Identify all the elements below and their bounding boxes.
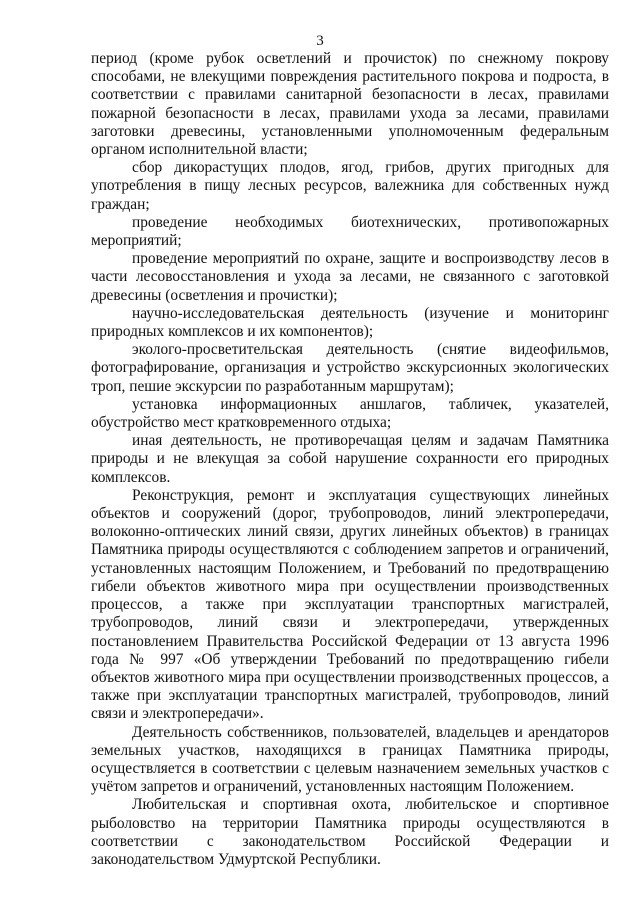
paragraph-1: период (кроме рубок осветлений и прочисток) по снежному покрову способами, не влекущими повреждения растительного покрова и подроста, в соответствии с правилами санитарной безопасности в лесах, правилами пожарной безопасности в лесах, правилами ухода за лесами, правилами заготовки древесины, установленными уполномоченным федеральным органом исполнительной власти; — [91, 50, 609, 159]
paragraph-8: иная деятельность, не противоречащая целям и задачам Памятника природы и не влекущая за собой нарушение сохранности его природных комплексов. — [91, 432, 609, 486]
document-body — [91, 50, 609, 869]
paragraph-9: Реконструкция, ремонт и эксплуатация существующих линейных объектов и сооружений (дорог, трубопроводов, линий электропередачи, волоконно-оптических линий связи, других линейных объектов) в границах Памятника природы осуществляются с соблюдением запретов и ограничений, установленных настоящим Положением, и Требований по предотвращению гибели объектов животного мира при осуществлении производственных процессов, а также при эксплуатации транспортных магистралей, трубопроводов, линий связи и электропередачи, утвержденных постановлением Правительства Российской Федерации от 13 августа 1996 года № 997 «Об утверждении Требований по предотвращению гибели объектов животного мира при осуществлении производственных процессов, а также при эксплуатации транспортных магистралей, трубопроводов, линий связи и электропередачи». — [91, 486, 609, 723]
paragraph-2: сбор дикорастущих плодов, ягод, грибов, других пригодных для употребления в пищу лесных ресурсов, валежника для собственных нужд граждан; — [91, 159, 609, 213]
paragraph-11: Любительская и спортивная охота, любительское и спортивное рыболовство на территории Памятника природы осуществляются в соответствии с законодательством Российской Федерации и законодательством Удмуртской Республики. — [91, 796, 609, 868]
paragraph-5: научно-исследовательская деятельность (изучение и мониторинг природных комплексов и их компонентов); — [91, 304, 609, 341]
paragraph-6: эколого-просветительская деятельность (снятие видеофильмов, фотографирование, организация и устройство экскурсионных экологических троп, пешие экскурсии по разработанным маршрутам); — [91, 341, 609, 395]
paragraph-10: Деятельность собственников, пользователей, владельцев и арендаторов земельных участков, находящихся в границах Памятника природы, осуществляется в соответствии с целевым назначением земельных участков с учётом запретов и ограничений, установленных настоящим Положением. — [91, 723, 609, 796]
paragraph-4: проведение мероприятий по охране, защите и воспроизводству лесов в части лесовосстановления и ухода за лесами, не связанного с заготовкой древесины (осветления и прочистки); — [91, 250, 609, 304]
paragraph-3: проведение необходимых биотехнических, противопожарных мероприятий; — [91, 213, 609, 250]
paragraph-7: установка информационных аншлагов, табличек, указателей, обустройство мест кратковременного отдыха; — [91, 395, 609, 432]
page-number: 3 — [316, 33, 324, 49]
